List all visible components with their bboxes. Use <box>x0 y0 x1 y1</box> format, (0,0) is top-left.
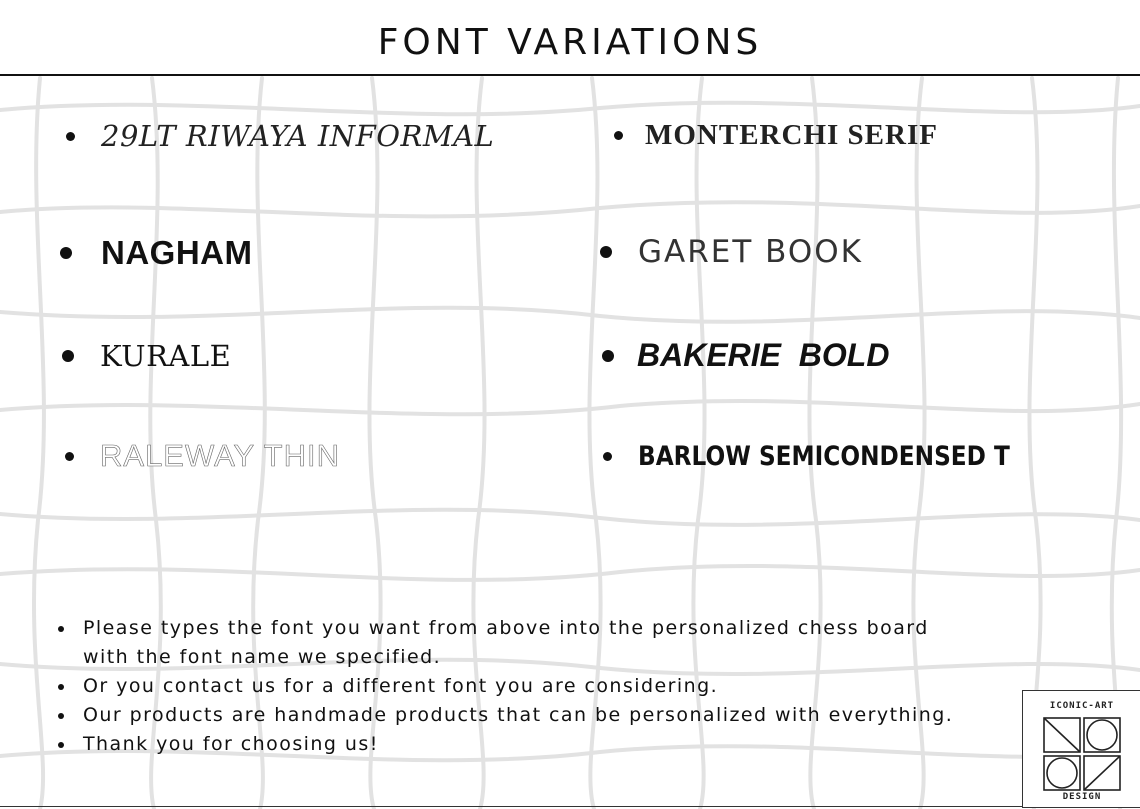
font-option-riwaya <box>66 119 494 153</box>
title-divider <box>0 74 1140 76</box>
font-option-nagham <box>60 234 252 272</box>
list-item-continuation: with the font name we specified. <box>83 646 442 668</box>
list-item: Or you contact us for a different font you are considering. <box>56 672 953 701</box>
bullet-icon <box>62 350 74 362</box>
font-option-barlow <box>603 441 1070 472</box>
bullet-icon <box>60 247 72 259</box>
bottom-divider <box>0 806 1140 807</box>
bullet-icon <box>66 132 75 141</box>
instructions-list <box>56 614 953 759</box>
font-option-monterchi <box>614 119 938 152</box>
font-name: BARLOW SEMICONDENSED T <box>638 441 1010 472</box>
font-name: KURALE <box>100 339 232 373</box>
page-title: FONT VARIATIONS <box>377 22 763 63</box>
font-option-bakerie <box>602 337 889 374</box>
font-option-garet <box>600 234 863 270</box>
bullet-icon <box>602 350 614 362</box>
list-item: Our products are handmade products that can be personalized with everything. <box>56 701 953 730</box>
font-name: BAKERIE BOLD <box>637 337 890 373</box>
font-name: RALEWAY THIN <box>100 438 340 473</box>
bullet-icon <box>600 246 612 258</box>
bullet-icon <box>65 452 74 461</box>
font-option-kurale <box>62 339 231 373</box>
brand-logo <box>1022 690 1140 808</box>
bullet-icon <box>614 131 623 140</box>
bullet-icon <box>603 452 612 461</box>
font-option-raleway <box>65 438 340 474</box>
list-item: Thank you for choosing us! <box>56 730 953 759</box>
font-name: MONTERCHI SERIF <box>645 119 938 151</box>
font-name: 29LT RIWAYA INFORMAL <box>101 119 495 153</box>
font-name: NAGHAM <box>101 234 253 271</box>
logo-top-text: ICONIC-ART <box>1049 701 1115 711</box>
font-name: GARET BOOK <box>638 234 863 270</box>
logo-bottom-text: DESIGN <box>1062 792 1102 802</box>
list-item: Please types the font you want from above into the personalized chess board <box>56 614 953 643</box>
geometric-circles-logo-icon <box>1043 717 1121 791</box>
